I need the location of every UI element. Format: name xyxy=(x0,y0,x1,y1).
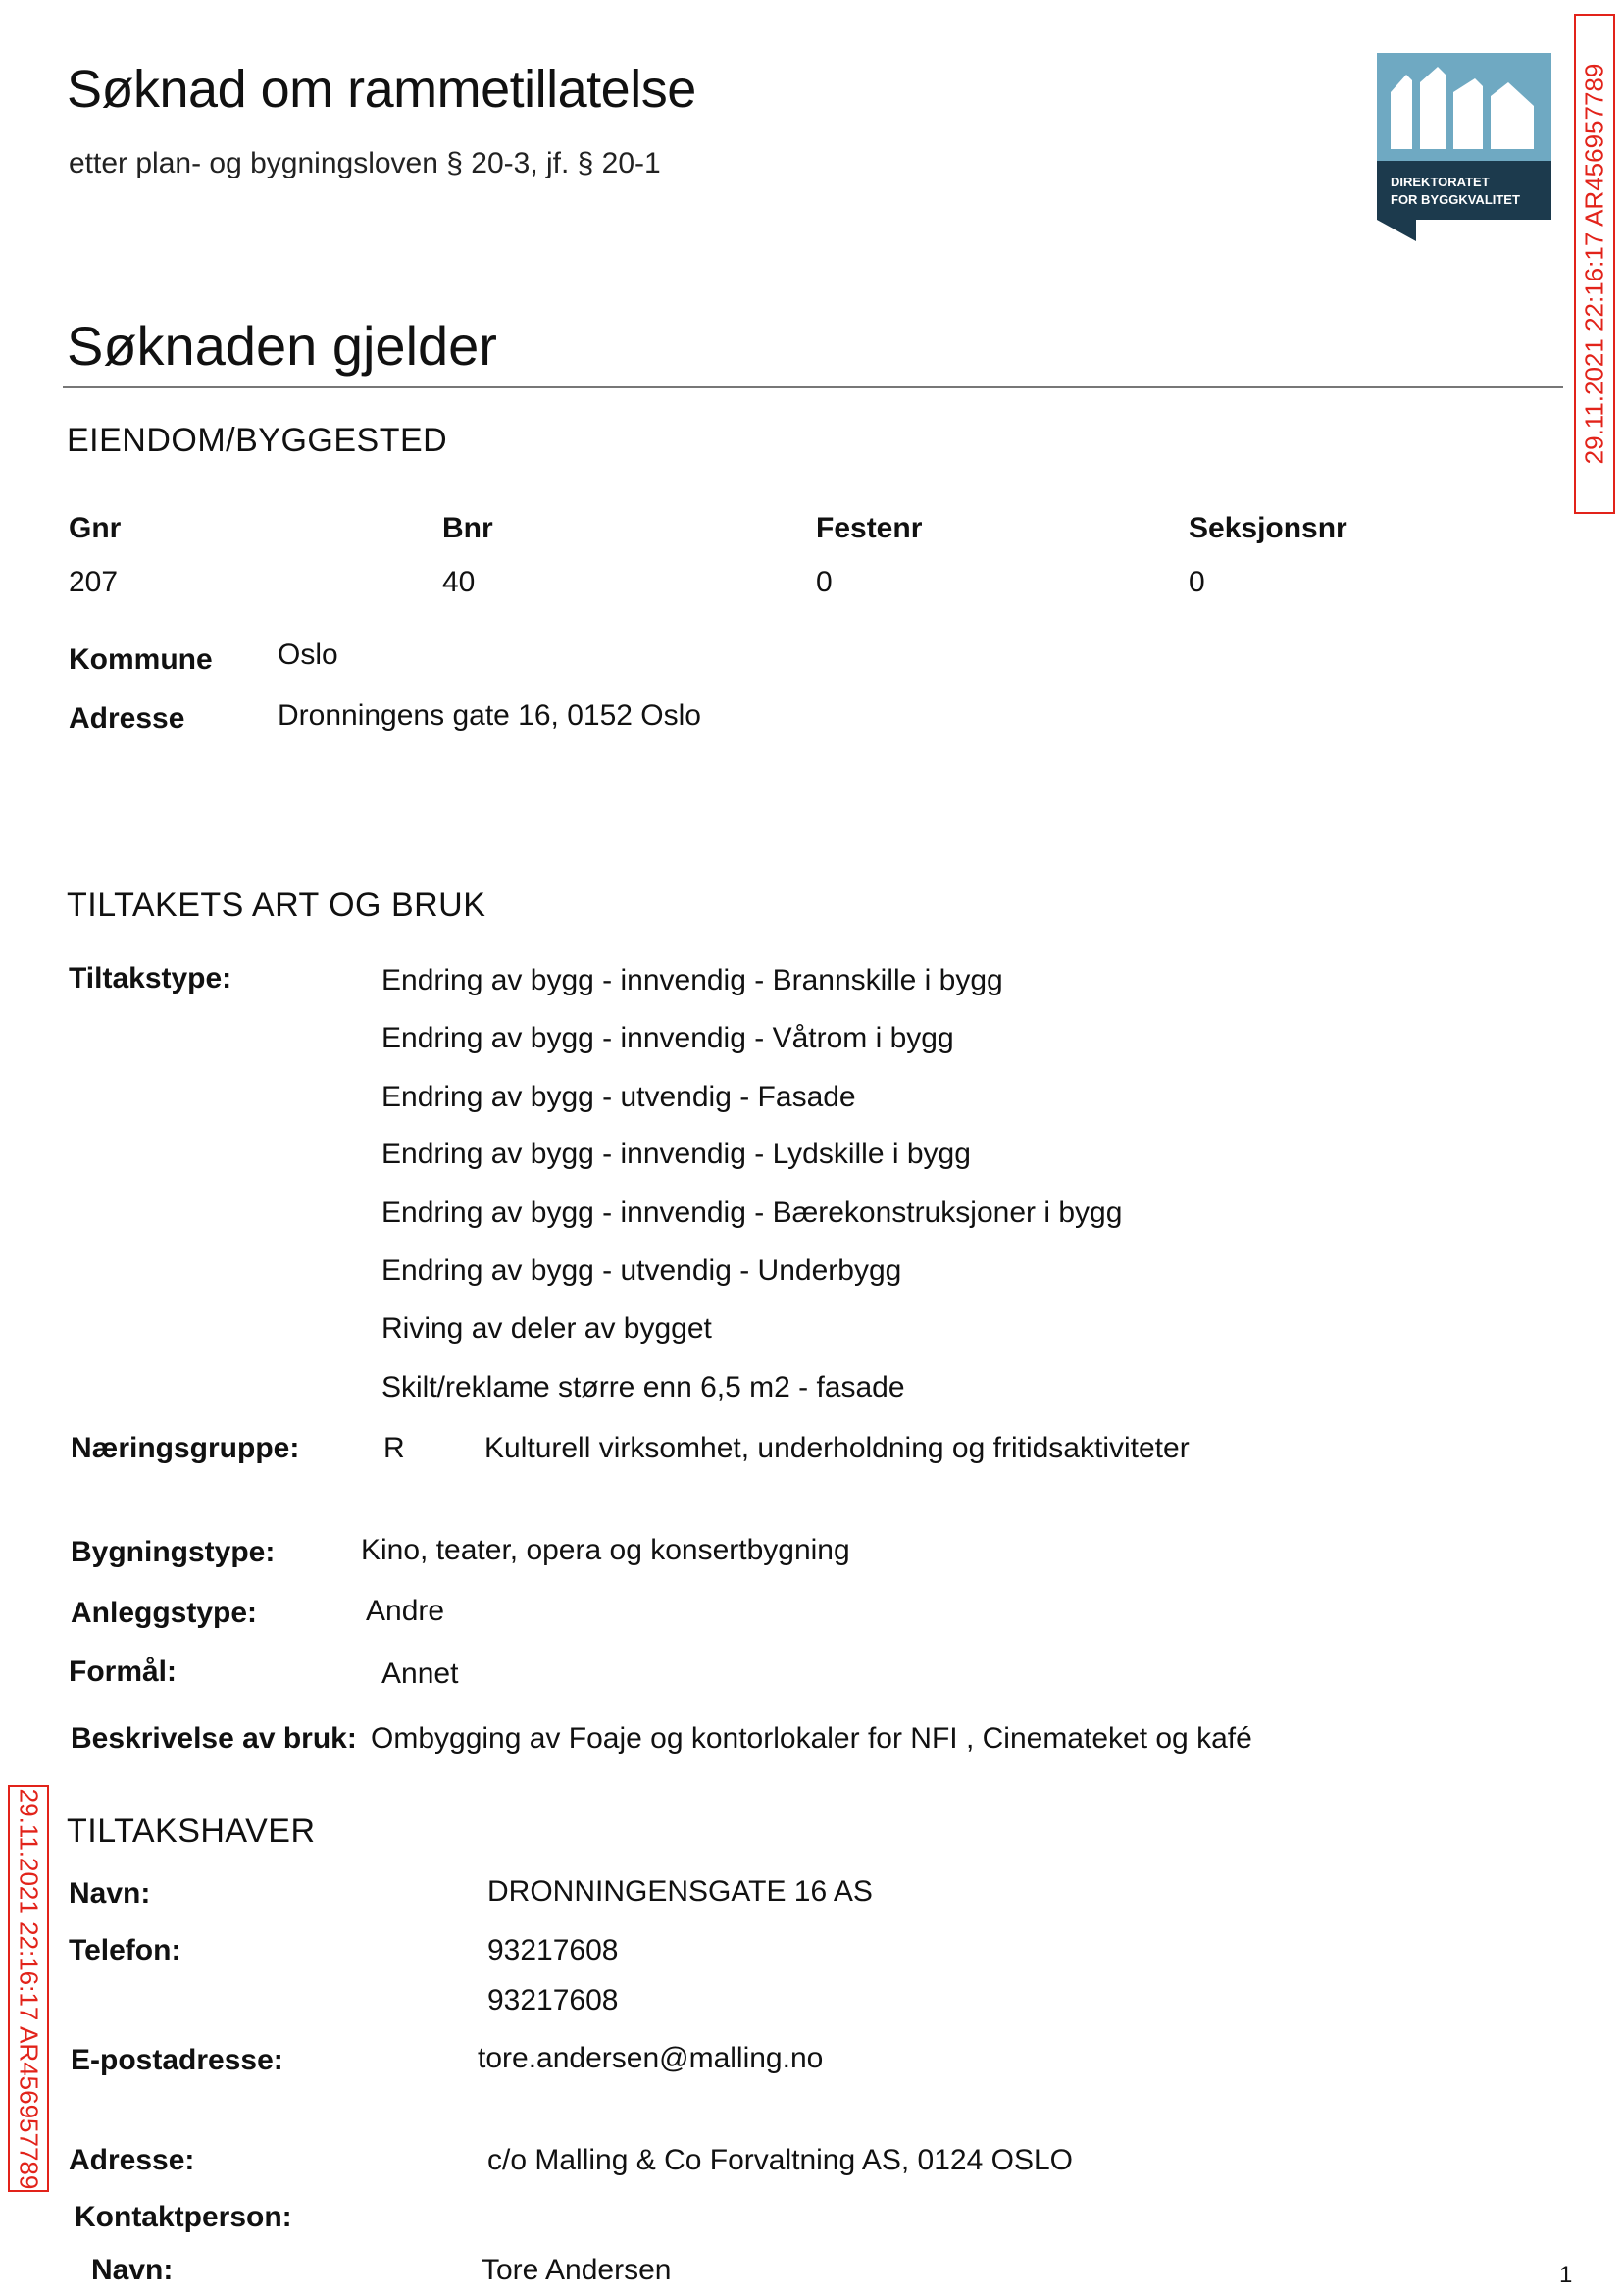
naeringsgruppe-text: Kulturell virksomhet, underholdning og fritidsaktiviteter xyxy=(484,1432,1190,1464)
kommune-label: Kommune xyxy=(69,643,213,676)
epost-value: tore.andersen@malling.no xyxy=(478,2042,824,2074)
tiltakshaver-section-title: TILTAKSHAVER xyxy=(67,1812,316,1850)
festenr-label: Festenr xyxy=(816,512,923,544)
anleggstype-label: Anleggstype: xyxy=(71,1597,258,1629)
tiltakstype-item: Endring av bygg - innvendig - Brannskille i bygg xyxy=(381,964,1003,996)
bygningstype-value: Kino, teater, opera og konsertbygning xyxy=(361,1534,850,1566)
bygningstype-label: Bygningstype: xyxy=(71,1536,276,1568)
date-stamp-top-text: 29.11.2021 22:16:17 AR456957789 xyxy=(1579,63,1609,465)
seksjonsnr-label: Seksjonsnr xyxy=(1189,512,1347,544)
naeringsgruppe-label: Næringsgruppe: xyxy=(71,1432,300,1464)
bnr-value: 40 xyxy=(442,566,476,598)
seksjonsnr-value: 0 xyxy=(1189,566,1205,598)
festenr-value: 0 xyxy=(816,566,833,598)
tiltakstype-label: Tiltakstype: xyxy=(69,962,232,994)
tiltakshaver-adresse-label: Adresse: xyxy=(69,2144,195,2176)
formal-label: Formål: xyxy=(69,1656,178,1688)
page-number: 1 xyxy=(1559,2262,1573,2288)
navn-label: Navn: xyxy=(69,1877,151,1910)
tiltakstype-item: Endring av bygg - utvendig - Underbygg xyxy=(381,1254,902,1287)
property-section-title: EIENDOM/BYGGESTED xyxy=(67,422,448,459)
telefon-value: 93217608 xyxy=(487,1984,619,2016)
dibk-logo-graphic xyxy=(1377,53,1551,241)
date-stamp-left-text: 29.11.2021 22:16:17 AR456957789 xyxy=(14,1788,44,2189)
formal-value: Annet xyxy=(381,1657,459,1690)
tiltak-section-title: TILTAKETS ART OG BRUK xyxy=(67,887,486,924)
tiltakshaver-adresse-value: c/o Malling & Co Forvaltning AS, 0124 OSLO xyxy=(487,2144,1073,2176)
telefon-label: Telefon: xyxy=(69,1934,181,1966)
kontakt-navn-label: Navn: xyxy=(91,2254,174,2286)
bnr-label: Bnr xyxy=(442,512,493,544)
gnr-value: 207 xyxy=(69,566,119,598)
anleggstype-value: Andre xyxy=(366,1595,445,1627)
tiltakstype-item: Endring av bygg - utvendig - Fasade xyxy=(381,1081,856,1113)
date-stamp-left xyxy=(8,1785,49,2192)
gnr-label: Gnr xyxy=(69,512,122,544)
kontaktperson-label: Kontaktperson: xyxy=(75,2201,292,2233)
logo-text-2: FOR BYGGKVALITET xyxy=(1391,192,1520,207)
tiltakstype-item: Skilt/reklame større enn 6,5 m2 - fasade xyxy=(381,1371,905,1403)
beskrivelse-label: Beskrivelse av bruk: xyxy=(71,1722,357,1755)
heading-divider xyxy=(63,386,1563,388)
date-stamp-top xyxy=(1574,14,1615,514)
epost-label: E-postadresse: xyxy=(71,2044,283,2076)
tiltakstype-item: Endring av bygg - innvendig - Våtrom i bygg xyxy=(381,1022,954,1054)
page-subtitle: etter plan- og bygningsloven § 20-3, jf. § 20-1 xyxy=(69,147,661,179)
tiltakstype-item: Endring av bygg - innvendig - Bærekonstruksjoner i bygg xyxy=(381,1197,1123,1229)
adresse-label: Adresse xyxy=(69,702,185,735)
telefon-value: 93217608 xyxy=(487,1934,619,1966)
adresse-value: Dronningens gate 16, 0152 Oslo xyxy=(278,699,701,732)
kommune-value: Oslo xyxy=(278,638,338,671)
naeringsgruppe-code: R xyxy=(383,1432,405,1464)
section-heading: Søknaden gjelder xyxy=(67,315,497,377)
tiltakstype-item: Endring av bygg - innvendig - Lydskille i bygg xyxy=(381,1138,971,1170)
dibk-logo xyxy=(1377,53,1551,241)
beskrivelse-value: Ombygging av Foaje og kontorlokaler for NFI , Cinemateket og kafé xyxy=(371,1722,1252,1755)
kontakt-navn-value: Tore Andersen xyxy=(482,2254,672,2286)
navn-value: DRONNINGENSGATE 16 AS xyxy=(487,1875,873,1908)
logo-text-1: DIREKTORATET xyxy=(1391,175,1490,189)
page-title: Søknad om rammetillatelse xyxy=(67,60,696,119)
tiltakstype-item: Riving av deler av bygget xyxy=(381,1312,712,1345)
